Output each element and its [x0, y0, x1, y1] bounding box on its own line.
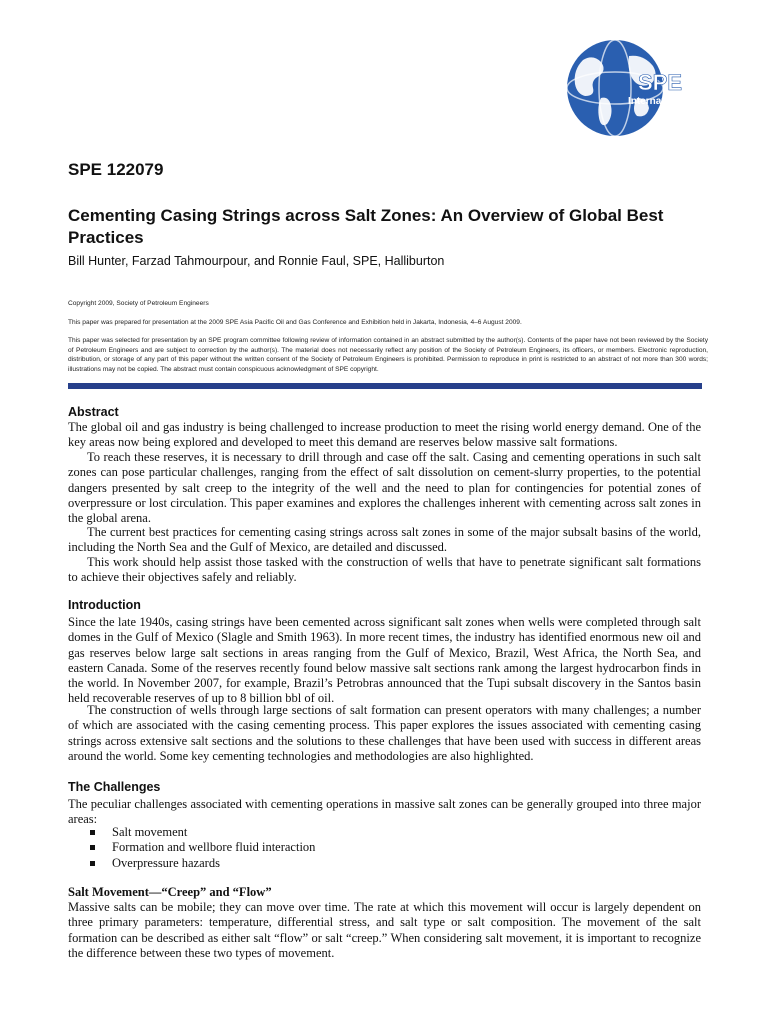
introduction-paragraph-1: Since the late 1940s, casing strings have been cemented across significant salt zones when wells were completed through salt domes in the Gulf of Mexico (Slagle and Smith 1963). In more recent times, the industry has identified enormous new oil and gas reserves below large salt sections in areas ranging from the Gulf of Mexico, Brazil, West Africa, the North Sea, and eastern Canada. Some of the reserves recently found below massive salt sections rank among the largest hydrocarbon finds in the world. In November 2007, for example, Brazil’s Petrobras announced that the Tupi subsalt discovery in the Santos basin held recoverable reserves of up to 8 billion bbl of oil. — [68, 615, 701, 706]
abstract-paragraph-2: To reach these reserves, it is necessary to drill through and case off the salt. Casing and cementing operations in such salt zones can pose particular challenges, ranging from the effect of salt dissolution on cement-slurry properties, to the potential dangers presented by salt creep to the integrity of the well and the need to plan for contingencies for potential zones of overpressure or lost circulation. This paper examines and explores the challenges inherent with cementing across salt zones in the global arena. — [68, 450, 701, 526]
list-item: Overpressure hazards — [90, 856, 315, 871]
paper-authors: Bill Hunter, Farzad Tahmourpour, and Ronnie Faul, SPE, Halliburton — [68, 254, 445, 268]
bullet-icon — [90, 845, 95, 850]
disclaimer: This paper was selected for presentation by an SPE program committee following review of information contained in an abstract submitted by the author(s). Contents of the paper have not been reviewed by the Society of Petroleum Engineers and are subject to correction by the author(s). The material does not necessarily reflect any position of the Society of Petroleum Engineers, its officers, or members. Electronic reproduction, distribution, or storage of any part of this paper without the written consent of the Society of Petroleum Engineers is prohibited. Permission to reproduce in print is restricted to an abstract of not more than 300 words; illustrations may not be copied. The abstract must contain conspicuous acknowledgment of SPE copyright. — [68, 337, 708, 373]
bullet-icon — [90, 830, 95, 835]
abstract-paragraph-1: The global oil and gas industry is being challenged to increase production to meet the rising world energy demand. One of the key areas now being explored and developed to meet this demand are reserves below massive salt formations. — [68, 420, 701, 450]
abstract-heading: Abstract — [68, 405, 119, 419]
header-rule — [68, 383, 702, 389]
challenges-list — [90, 825, 315, 871]
salt-movement-paragraph: Massive salts can be mobile; they can move over time. The rate at which this movement will occur is largely dependent on three primary parameters: temperature, differential stress, and salt type or salt composition. The movement of the salt formation can be described as either salt “flow” or salt “creep.” When considering salt movement, it is important to recognize the difference between these two types of movement. — [68, 900, 701, 960]
introduction-paragraph-2: The construction of wells through large sections of salt formation can present operators with many challenges; a number of which are associated with the casing cementing process. This paper explores the issues associated with cementing casing strings across extensive salt sections and the solutions to these challenges that have been used with success in different areas around the world. Some key cementing technologies and methodologies are also highlighted. — [68, 703, 701, 763]
challenges-heading: The Challenges — [68, 780, 161, 794]
list-item: Salt movement — [90, 825, 315, 840]
abstract-paragraph-3: The current best practices for cementing casing strings across salt zones in some of the major subsalt basins of the world, including the North Sea and the Gulf of Mexico, are detailed and discussed. — [68, 525, 701, 555]
paper-id: SPE 122079 — [68, 160, 164, 179]
presentation-note: This paper was prepared for presentation at the 2009 SPE Asia Pacific Oil and Gas Conference and Exhibition held in Jakarta, Indonesia, 4–6 August 2009. — [68, 319, 522, 326]
svg-text:SPE: SPE — [638, 70, 683, 95]
challenges-paragraph: The peculiar challenges associated with cementing operations in massive salt zones can be generally grouped into three major areas: — [68, 797, 701, 827]
salt-movement-heading: Salt Movement—“Creep” and “Flow” — [68, 885, 272, 899]
bullet-icon — [90, 861, 95, 866]
list-item: Formation and wellbore fluid interaction — [90, 840, 315, 855]
abstract-paragraph-4: This work should help assist those tasked with the construction of wells that have to penetrate significant salt formations to achieve their objectives safely and reliably. — [68, 555, 701, 585]
paper-title: Cementing Casing Strings across Salt Zones: An Overview of Global Best Practices — [68, 206, 664, 247]
introduction-heading: Introduction — [68, 598, 141, 612]
copyright-line: Copyright 2009, Society of Petroleum Engineers — [68, 300, 209, 307]
spe-international-logo — [543, 38, 703, 138]
svg-text:International: International — [628, 96, 689, 107]
